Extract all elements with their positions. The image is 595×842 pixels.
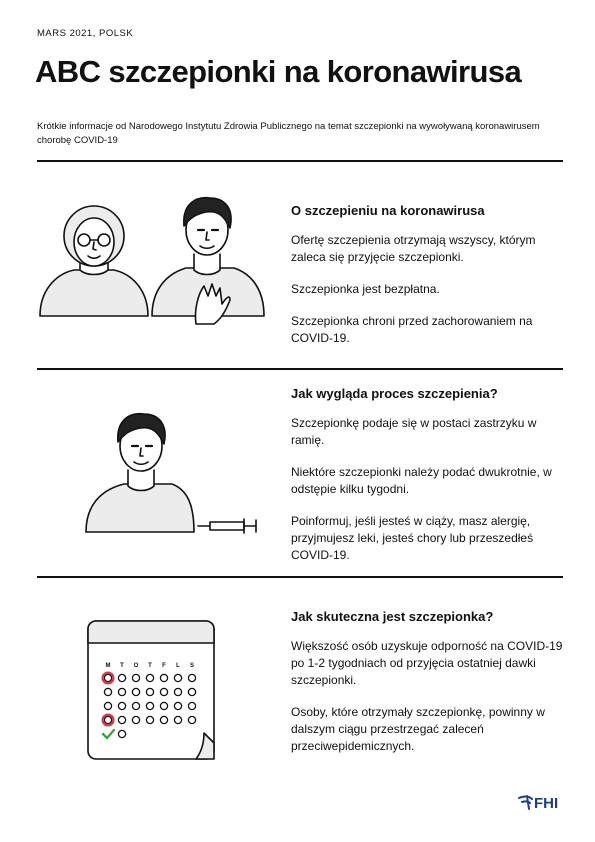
weekday-label: F (162, 663, 166, 669)
section-paragraph: Szczepionkę podaje się w postaci zastrzyku w ramię. (291, 416, 537, 447)
kicker: MARS 2021, POLSK (37, 28, 134, 39)
page-title: ABC szczepionki na koronawirusa (35, 54, 522, 89)
section-about-vaccination (291, 203, 566, 362)
people-illustration (36, 190, 266, 330)
section-paragraph: Szczepionka jest bezpłatna. (291, 282, 440, 296)
section-heading: Jak wygląda proces szczepienia? (291, 386, 498, 401)
section-vaccination-process (291, 386, 566, 579)
weekday-label: S (189, 663, 195, 669)
weekday-label: L (176, 663, 180, 669)
section-vaccine-effectiveness (291, 609, 566, 770)
section-heading: Jak skuteczna jest szczepionka? (291, 609, 494, 624)
weekday-label: T (120, 663, 124, 669)
calendar-illustration (86, 615, 218, 765)
section-paragraph: Większość osób uzyskuje odporność na COVID-19 po 1-2 tygodniach od przyjęcia ostatniej dawki szczepionki. (291, 639, 563, 687)
section-paragraph: Szczepionka chroni przed zachorowaniem na COVID-19. (291, 314, 533, 345)
vaccination-illustration (84, 410, 269, 538)
weekday-label: T (148, 663, 152, 669)
section-paragraph: Osoby, które otrzymały szczepionkę, powinny w dalszym ciągu przestrzegać zaleceń przeciwepidemicznych. (291, 705, 545, 753)
section-paragraph: Niektóre szczepionki należy podać dwukrotnie, w odstępie kilku tygodni. (291, 465, 552, 496)
logo-text: FHI (534, 795, 559, 811)
section-paragraph: Ofertę szczepienia otrzymają wszyscy, którym zaleca się przyjęcie szczepionki. (291, 233, 536, 264)
divider-2 (37, 368, 563, 370)
section-paragraph: Poinformuj, jeśli jesteś w ciąży, masz alergię, przyjmujesz leki, jesteś chory lub przeszedłeś COVID-19. (291, 514, 534, 562)
fhi-logo (518, 793, 566, 811)
section-heading: O szczepieniu na koronawirusa (291, 203, 485, 218)
weekday-label: M (105, 663, 111, 669)
divider-1 (37, 160, 563, 162)
intro-text: Krótkie informacje od Narodowego Instytutu Zdrowia Publicznego na temat szczepionki na wywoływaną koronawirusem chorobę COVID-19 (37, 121, 540, 146)
weekday-label: O (133, 663, 139, 669)
